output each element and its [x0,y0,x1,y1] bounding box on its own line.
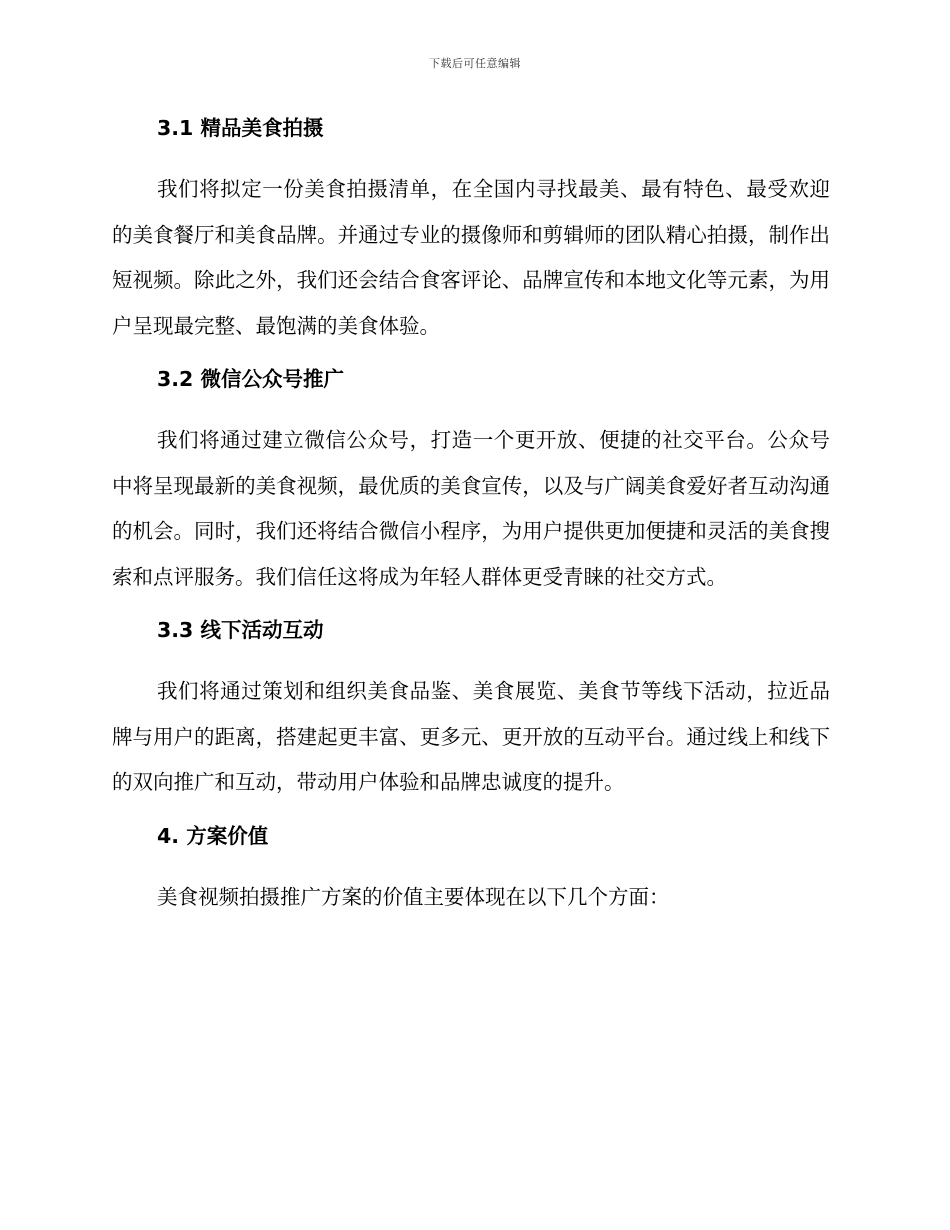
section-heading-3-3: 3.3 线下活动互动 [157,618,324,642]
section-paragraph-3-2: 我们将通过建立微信公众号，打造一个更开放、便捷的社交平台。公众号中将呈现最新的美食视频，最优质的美食宣传，以及与广阔美食爱好者互动沟通的机会。同时，我们还将结合微信小程序，为用户提供更加便捷和灵活的美食搜索和点评服务。我们信任这将成为年轻人群体更受青睐的社交方式。 [112,428,830,589]
section-heading-3-2: 3.2 微信公众号推广 [157,367,344,391]
section-heading-4: 4. 方案价值 [157,823,269,848]
page-header: 下载后可任意编辑 [429,57,521,70]
document-body [112,112,830,920]
section-paragraph-3-1: 我们将拟定一份美食拍摄清单，在全国内寻找最美、最有特色、最受欢迎的美食餐厅和美食品牌。并通过专业的摄像师和剪辑师的团队精心拍摄，制作出短视频。除此之外，我们还会结合食客评论、品牌宣传和本地文化等元素，为用户呈现最完整、最饱满的美食体验。 [112,177,830,338]
section-paragraph-3-3: 我们将通过策划和组织美食品鉴、美食展览、美食节等线下活动，拉近品牌与用户的距离，搭建起更丰富、更多元、更开放的互动平台。通过线上和线下的双向推广和互动，带动用户体验和品牌忠诚度的提升。 [112,679,830,794]
section-paragraph-4: 美食视频拍摄推广方案的价值主要体现在以下几个方面： [157,884,670,909]
section-heading-3-1: 3.1 精品美食拍摄 [157,116,324,140]
